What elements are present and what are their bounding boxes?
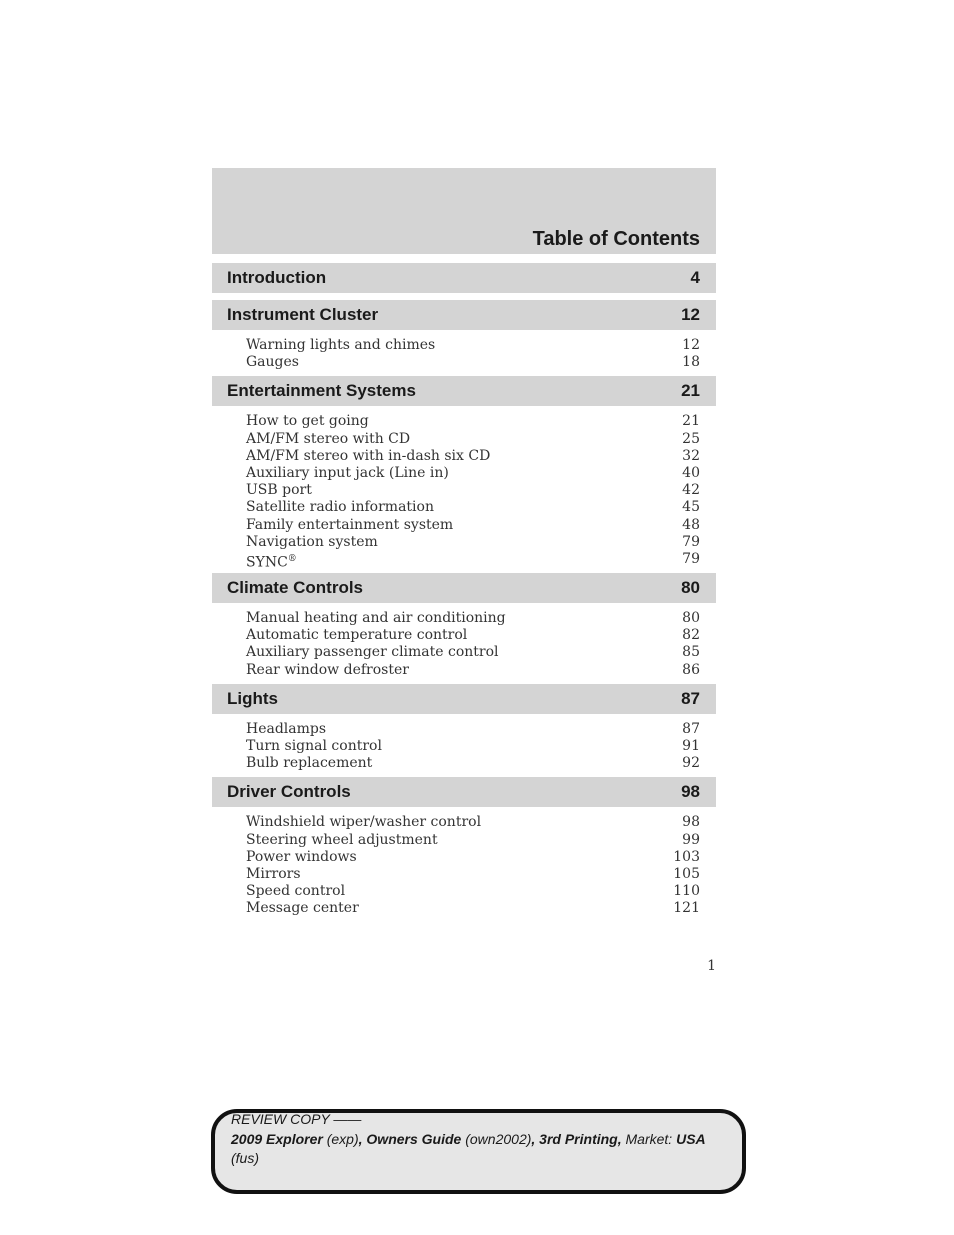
entry-page: 110 bbox=[673, 883, 700, 900]
review-copy-text bbox=[231, 1110, 731, 1169]
toc-entry[interactable] bbox=[246, 337, 700, 354]
review-separator: , bbox=[358, 1130, 363, 1147]
review-market: USA bbox=[676, 1130, 706, 1147]
toc-entry[interactable] bbox=[246, 900, 700, 917]
entry-label: Power windows bbox=[246, 848, 357, 865]
entry-page: 18 bbox=[682, 354, 700, 371]
entry-page: 80 bbox=[682, 610, 700, 627]
section-title: Entertainment Systems bbox=[227, 381, 416, 401]
toc-entry[interactable] bbox=[246, 610, 700, 627]
toc-section-entertainment-systems[interactable] bbox=[212, 376, 716, 406]
entry-label: How to get going bbox=[246, 413, 369, 430]
section-title: Driver Controls bbox=[227, 782, 351, 802]
entry-page: 45 bbox=[682, 499, 700, 516]
toc-entry[interactable] bbox=[246, 550, 700, 571]
entry-label: Mirrors bbox=[246, 865, 301, 882]
toc-header-band bbox=[212, 168, 716, 254]
section-title: Lights bbox=[227, 688, 278, 708]
review-copy-details bbox=[231, 1130, 731, 1150]
section-title: Climate Controls bbox=[227, 578, 364, 598]
page-number: 1 bbox=[707, 958, 716, 974]
entry-page: 21 bbox=[682, 413, 700, 430]
entry-label: Family entertainment system bbox=[246, 516, 454, 533]
entry-page: 25 bbox=[682, 430, 700, 447]
toc-entry[interactable] bbox=[246, 517, 700, 534]
review-model-code: (exp) bbox=[326, 1130, 359, 1147]
toc-subsection-list bbox=[212, 714, 716, 773]
section-page: 21 bbox=[681, 381, 700, 401]
entry-page: 82 bbox=[682, 627, 700, 644]
entry-page: 105 bbox=[673, 865, 700, 882]
entry-label: USB port bbox=[246, 482, 312, 499]
toc-section-introduction[interactable] bbox=[212, 263, 716, 293]
entry-label: Speed control bbox=[246, 883, 346, 900]
entry-label: Auxiliary passenger climate control bbox=[246, 644, 499, 661]
review-guide-code: (own2002) bbox=[465, 1130, 532, 1147]
entry-label: Windshield wiper/washer control bbox=[246, 814, 482, 831]
entry-page: 40 bbox=[682, 464, 700, 481]
toc-entry[interactable] bbox=[246, 627, 700, 644]
toc-section-lights[interactable] bbox=[212, 684, 716, 714]
entry-label: AM/FM stereo with in-dash six CD bbox=[246, 447, 491, 464]
entry-label: Message center bbox=[246, 900, 359, 917]
entry-label: Turn signal control bbox=[246, 738, 382, 754]
toc-entry[interactable] bbox=[246, 866, 700, 883]
entry-label: Manual heating and air conditioning bbox=[246, 610, 506, 627]
toc-entry[interactable] bbox=[246, 354, 700, 371]
entry-page: 12 bbox=[682, 337, 700, 353]
entry-label: Gauges bbox=[246, 354, 299, 371]
entry-label: Warning lights and chimes bbox=[246, 337, 436, 353]
review-guide: Owners Guide bbox=[366, 1130, 462, 1147]
toc-entry[interactable] bbox=[246, 883, 700, 900]
toc-subsection-list bbox=[212, 330, 716, 371]
entry-page: 103 bbox=[673, 848, 700, 865]
section-page: 98 bbox=[681, 782, 700, 802]
section-title: Introduction bbox=[227, 268, 327, 287]
toc-entry[interactable] bbox=[246, 644, 700, 661]
page-title: Table of Contents bbox=[532, 228, 700, 250]
entry-label: Rear window defroster bbox=[246, 661, 409, 678]
section-page: 12 bbox=[681, 305, 700, 324]
toc-entry[interactable] bbox=[246, 482, 700, 499]
toc-section-climate-controls[interactable] bbox=[212, 573, 716, 603]
entry-label: Bulb replacement bbox=[246, 755, 373, 772]
entry-page: 86 bbox=[682, 661, 700, 678]
review-market-code: (fus) bbox=[231, 1150, 259, 1166]
entry-page: 42 bbox=[682, 482, 700, 499]
toc-subsection-list bbox=[212, 406, 716, 571]
toc-entry[interactable] bbox=[246, 413, 700, 430]
toc-section-instrument-cluster[interactable] bbox=[212, 300, 716, 330]
entry-page: 79 bbox=[682, 550, 700, 567]
toc-entry[interactable] bbox=[246, 534, 700, 551]
toc-entry[interactable] bbox=[246, 832, 700, 849]
toc-entry[interactable] bbox=[246, 738, 700, 755]
entry-page: 87 bbox=[682, 720, 700, 737]
section-title: Instrument Cluster bbox=[227, 305, 379, 324]
entry-label: Auxiliary input jack (Line in) bbox=[246, 464, 449, 481]
toc-entry[interactable] bbox=[246, 431, 700, 448]
entry-page: 92 bbox=[682, 755, 700, 772]
entry-label: Automatic temperature control bbox=[246, 627, 468, 644]
section-page: 80 bbox=[681, 578, 700, 598]
entry-page: 121 bbox=[673, 900, 700, 917]
entry-label: SYNC® bbox=[246, 553, 297, 571]
review-copy-label: REVIEW COPY —— bbox=[231, 1111, 362, 1127]
entry-label: Satellite radio information bbox=[246, 499, 434, 516]
section-spacer bbox=[212, 293, 716, 300]
toc-entry[interactable] bbox=[246, 499, 700, 516]
toc-entry[interactable] bbox=[246, 465, 700, 482]
entry-page: 99 bbox=[682, 831, 700, 848]
toc-entry[interactable] bbox=[246, 814, 700, 831]
toc-section-driver-controls[interactable] bbox=[212, 777, 716, 807]
entry-label: Navigation system bbox=[246, 533, 378, 550]
entry-label: AM/FM stereo with CD bbox=[246, 430, 411, 447]
entry-page: 79 bbox=[682, 533, 700, 550]
toc-subsection-list bbox=[212, 603, 716, 679]
review-separator: , bbox=[531, 1130, 536, 1147]
entry-page: 98 bbox=[682, 814, 700, 831]
entry-page: 91 bbox=[682, 738, 700, 754]
section-page: 87 bbox=[681, 688, 700, 708]
entry-label: Headlamps bbox=[246, 720, 327, 737]
toc-subsection-list bbox=[212, 807, 716, 917]
review-printing: 3rd Printing, bbox=[539, 1130, 622, 1147]
entry-page: 48 bbox=[682, 516, 700, 533]
entry-page: 32 bbox=[682, 447, 700, 464]
entry-page: 85 bbox=[682, 644, 700, 661]
toc-entry[interactable] bbox=[246, 755, 700, 772]
toc-entry[interactable] bbox=[246, 448, 700, 465]
toc-sections bbox=[212, 263, 716, 923]
section-page: 4 bbox=[690, 268, 700, 287]
toc-entry[interactable] bbox=[246, 721, 700, 738]
review-market-label: Market: bbox=[625, 1130, 673, 1147]
entry-label: Steering wheel adjustment bbox=[246, 831, 438, 848]
toc-entry[interactable] bbox=[246, 662, 700, 679]
review-model: 2009 Explorer bbox=[231, 1130, 323, 1147]
toc-entry[interactable] bbox=[246, 849, 700, 866]
